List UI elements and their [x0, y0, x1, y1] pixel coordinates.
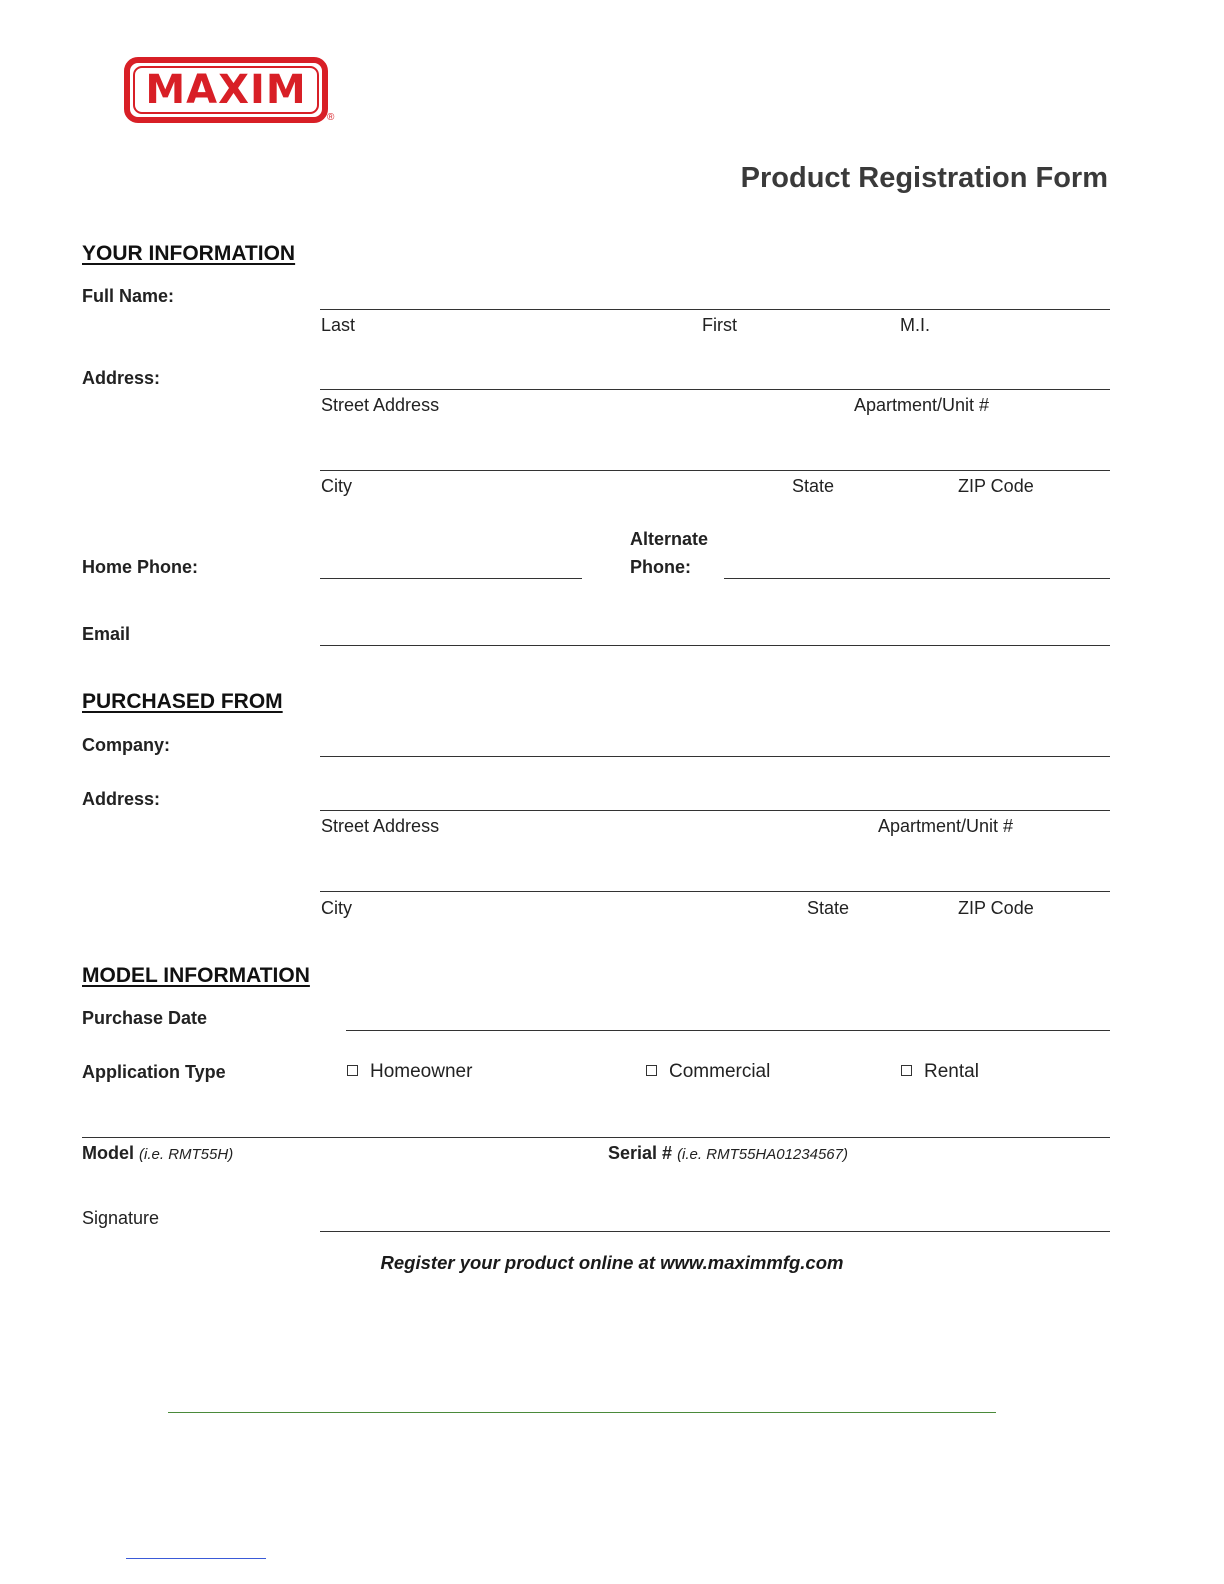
option-rental[interactable]	[901, 1061, 979, 1083]
company-label: Company:	[82, 735, 171, 755]
register-online-note: Register your product online at www.maximmfg.com	[380, 1252, 844, 1273]
option-homeowner[interactable]	[347, 1061, 472, 1083]
apartment-caption: Apartment/Unit #	[854, 395, 990, 415]
blue-divider	[126, 1558, 266, 1559]
state-caption: State	[792, 476, 835, 496]
signature-field[interactable]	[320, 1231, 1110, 1232]
rental-checkbox[interactable]	[901, 1065, 912, 1076]
alternate-label: Alternate	[630, 529, 709, 549]
home-phone-field[interactable]	[320, 578, 582, 579]
city-state-zip-field[interactable]	[320, 470, 1110, 471]
seller-city-state-zip-field[interactable]	[320, 891, 1110, 892]
company-field[interactable]	[320, 756, 1110, 757]
homeowner-option-label: Homeowner	[370, 1061, 473, 1082]
home-phone-label: Home Phone:	[82, 557, 199, 577]
rental-option-label: Rental	[924, 1061, 979, 1082]
model-label-group	[82, 1143, 233, 1164]
maxim-logo	[124, 57, 328, 123]
seller-street-caption: Street Address	[321, 816, 440, 836]
last-name-caption: Last	[321, 315, 356, 335]
section-purchased-from: PURCHASED FROM	[82, 690, 283, 713]
seller-apartment-caption: Apartment/Unit #	[878, 816, 1014, 836]
alternate-phone-field[interactable]	[724, 578, 1110, 579]
model-label: Model	[82, 1143, 134, 1163]
model-hint: (i.e. RMT55H)	[139, 1146, 234, 1163]
serial-label-group	[608, 1143, 848, 1164]
address-label: Address:	[82, 368, 161, 388]
first-name-caption: First	[702, 315, 737, 335]
full-name-field[interactable]	[320, 309, 1110, 310]
logo-text: MAXIM	[145, 67, 307, 113]
option-commercial[interactable]	[646, 1061, 770, 1083]
registered-mark: ®	[327, 112, 335, 123]
green-divider	[168, 1412, 996, 1413]
model-serial-field[interactable]	[82, 1137, 1110, 1138]
homeowner-checkbox[interactable]	[347, 1065, 358, 1076]
serial-label: Serial #	[608, 1143, 673, 1163]
purchase-date-label: Purchase Date	[82, 1008, 208, 1028]
serial-hint: (i.e. RMT55HA01234567)	[677, 1146, 848, 1163]
application-type-label: Application Type	[82, 1062, 226, 1082]
email-field[interactable]	[320, 645, 1110, 646]
email-label: Email	[82, 624, 131, 644]
seller-street-field[interactable]	[320, 810, 1110, 811]
full-name-label: Full Name:	[82, 286, 175, 306]
seller-zip-caption: ZIP Code	[958, 898, 1034, 918]
middle-initial-caption: M.I.	[900, 315, 930, 335]
section-model-information: MODEL INFORMATION	[82, 964, 310, 987]
alternate-phone-label: Phone:	[630, 557, 691, 577]
commercial-checkbox[interactable]	[646, 1065, 657, 1076]
street-address-caption: Street Address	[321, 395, 440, 415]
signature-label: Signature	[82, 1208, 160, 1228]
section-your-information: YOUR INFORMATION	[82, 242, 296, 265]
commercial-option-label: Commercial	[669, 1061, 771, 1082]
seller-address-label: Address:	[82, 789, 161, 809]
zip-caption: ZIP Code	[958, 476, 1034, 496]
seller-state-caption: State	[807, 898, 850, 918]
purchase-date-field[interactable]	[346, 1030, 1110, 1031]
page-title: Product Registration Form	[740, 162, 1108, 194]
city-caption: City	[321, 476, 352, 496]
seller-city-caption: City	[321, 898, 352, 918]
street-address-field[interactable]	[320, 389, 1110, 390]
